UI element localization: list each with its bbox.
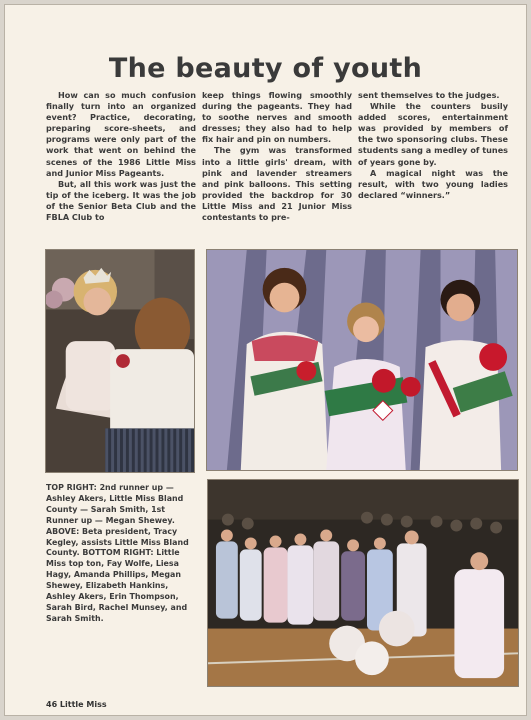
paragraph: keep things flowing smoothly during the pageants. They had to soothe nerves and smooth dresses; they also had to help fix hair and pin on numbers. (202, 90, 352, 145)
paragraph: How can so much confusion finally turn into an organized event? Practice, decorating, preparing score-sheets, and programs were only part of the work that went on behind the scenes of the 1986 Little Miss and Junior Miss Pageants. (46, 90, 196, 178)
paragraph: While the counters busily added scores, entertainment was provided by members of the two sponsoring clubs. These students sang a medley of tunes of years gone by. (358, 101, 508, 167)
group-image (208, 480, 518, 686)
article-title: The beauty of youth (108, 53, 423, 84)
text-column-3 (358, 90, 508, 201)
yearbook-page (4, 4, 527, 716)
paragraph: But, all this work was just the tip of the iceberg. It was the job of the Senior Beta Club and the FBLA Club to (46, 178, 196, 223)
paragraph: sent themselves to the judges. (358, 90, 500, 100)
winners-image (207, 250, 517, 470)
text-column-2 (202, 90, 352, 223)
photo-group (207, 479, 519, 687)
page-folio: 46 Little Miss (46, 700, 107, 709)
paragraph: The gym was transformed into a little girls' dream, with pink and lavender streamers and pink balloons. This setting provided the backdrop for 30 Little Miss and 21 Junior Miss contestants to pre- (202, 145, 352, 223)
crowning-image (46, 250, 194, 472)
text-column-1 (46, 90, 196, 223)
paragraph: A magical night was the result, with two young ladies declared “winners.” (358, 167, 508, 200)
photo-crowning (45, 249, 195, 473)
photo-winners (206, 249, 518, 471)
photo-caption: TOP RIGHT: 2nd runner up — Ashley Akers, Little Miss Bland County — Sarah Smith, 1st Runner up — Megan Shewey. ABOVE: Beta president, Tracy Kegley, assists Little Miss Bland County. BOTTOM RIGHT: Little Miss top ton, Fay Wolfe, Liesa Hagy, Amanda Phillips, Megan Shewey, Elizabeth Hankins, Ashley Akers, Erin Thompson, Sarah Bird, Rachel Munsey, and Sarah Smith. (46, 483, 189, 623)
